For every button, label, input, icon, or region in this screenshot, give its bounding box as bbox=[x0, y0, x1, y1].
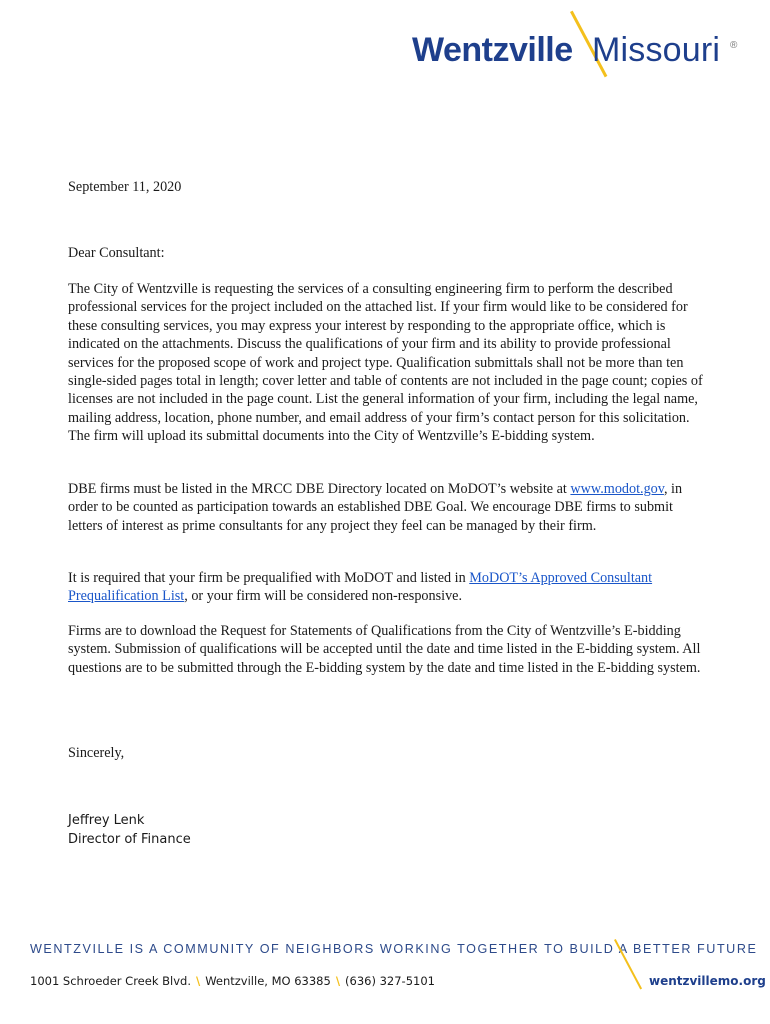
signer-name: Jeffrey Lenk bbox=[68, 813, 145, 828]
footer-website: wentzvillemo.org bbox=[649, 974, 766, 988]
paragraph-dbe bbox=[68, 480, 708, 535]
paragraph-ebidding bbox=[68, 622, 708, 677]
separator-2: \ bbox=[335, 974, 341, 988]
paragraph-request bbox=[68, 280, 708, 446]
city-state-zip: Wentzville, MO 63385 bbox=[205, 974, 331, 988]
paragraph-ebidding-text: Firms are to download the Request for Statements of Qualifications from the City of Wentzville’s E-bidding system. Submission of qualifications will be accepted until the date and time listed in the E-bidding system. All questions are to be submitted through the E-bidding system by the date and time listed in the E-bidding system. bbox=[68, 623, 701, 676]
letter-date: September 11, 2020 bbox=[68, 179, 182, 195]
signer-title: Director of Finance bbox=[68, 831, 191, 847]
logo-wordmark-sub: Missouri bbox=[592, 31, 721, 69]
paragraph-prequal-text-2: , or your firm will be considered non-responsive. bbox=[184, 588, 463, 605]
paragraph-prequalification bbox=[68, 569, 708, 606]
prequalification-list-link[interactable]: MoDOT’s Approved Consultant Prequalification List bbox=[68, 570, 653, 605]
logo-wordmark-main: Wentzville bbox=[412, 31, 573, 69]
paragraph-dbe-text-2: , in order to be counted as participation towards an established DBE Goal. We encourage DBE firms to submit letters of interest as prime consultants for any project they feel can be managed by their firm. bbox=[68, 481, 683, 534]
footer-address bbox=[30, 974, 435, 988]
street-address: 1001 Schroeder Creek Blvd. bbox=[30, 974, 191, 988]
paragraph-dbe-text-1: DBE firms must be listed in the MRCC DBE Directory located on MoDOT’s website at bbox=[68, 481, 571, 497]
signature-block bbox=[68, 812, 191, 849]
registered-mark: ® bbox=[730, 40, 738, 51]
paragraph-request-text: The City of Wentzville is requesting the services of a consulting engineering firm to perform the described professional services for the project included on the attached list. If your firm would like to be considered for these consulting services, you may express your interest by responding to the appropriate office, which is indicated on the attachments. Discuss the qualifications of your firm and its ability to provide professional services for the proposed scope of work and project type. Qualification submittals shall not be more than ten single-sided pages total in length; cover letter and table of contents are not included in the page count; copies of licenses are not included in the page count. List the general information of your firm, including the legal name, mailing address, location, phone number, and email address of your firm’s contact person for this solicitation. The firm will upload its submittal documents into the City of Wentzville’s E-bidding system. bbox=[68, 281, 703, 445]
paragraph-prequal-text-1: It is required that your firm be prequalified with MoDOT and listed in bbox=[68, 570, 470, 586]
footer-tagline: WENTZVILLE IS A COMMUNITY OF NEIGHBORS WORKING TOGETHER TO BUILD A BETTER FUTURE bbox=[30, 942, 758, 956]
salutation: Dear Consultant: bbox=[68, 245, 165, 261]
closing: Sincerely, bbox=[68, 745, 125, 761]
separator-1: \ bbox=[196, 974, 201, 988]
modot-website-link[interactable]: www.modot.gov bbox=[570, 481, 664, 497]
phone-number: (636) 327-5101 bbox=[345, 974, 435, 988]
wentzville-logo bbox=[412, 14, 742, 84]
